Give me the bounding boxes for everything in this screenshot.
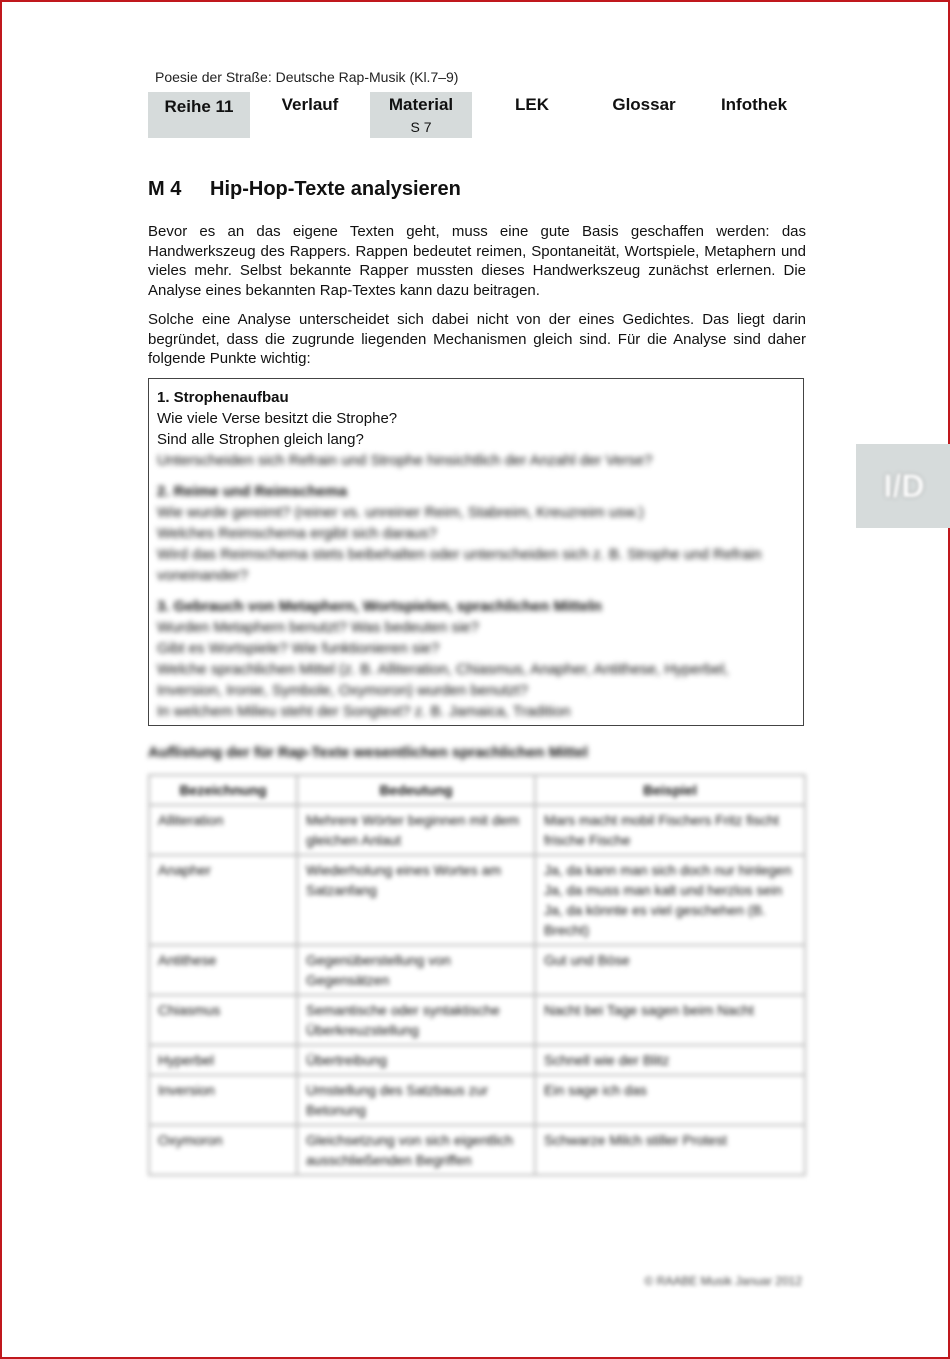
nav-tab-label: Infothek xyxy=(720,95,788,114)
nav-tab-infothek[interactable] xyxy=(702,92,806,138)
question: Sind alle Strophen gleich lang? xyxy=(157,431,364,448)
nav-tab-reihe[interactable] xyxy=(148,92,250,138)
cell-example: Mars macht mobil Fischers Fritz fischt frische Fische xyxy=(535,805,805,855)
cell-example: Nacht bei Tage sagen beim Nacht xyxy=(535,995,805,1045)
nav-tab-material[interactable] xyxy=(370,92,472,138)
series-title: Poesie der Straße: Deutsche Rap-Musik (Kl.7–9) xyxy=(155,69,459,85)
question: Welches Reimschema ergibt sich daraus? xyxy=(157,525,437,542)
cell-example: Gut und Böse xyxy=(535,945,805,995)
cell-term: Antithese xyxy=(149,945,297,995)
analysis-points-box xyxy=(148,378,804,726)
rhetoric-table xyxy=(148,774,806,1176)
nav-tab-page: S 7 xyxy=(410,119,432,135)
question: Wie viele Verse besitzt die Strophe? xyxy=(157,410,398,427)
cell-meaning: Mehrere Wörter beginnen mit dem gleichen Anlaut xyxy=(297,805,535,855)
table-row xyxy=(149,945,805,995)
nav-tab-lek[interactable] xyxy=(480,92,584,138)
table-row xyxy=(149,1075,805,1125)
nav-tab-verlauf[interactable] xyxy=(258,92,362,138)
column-header: Bezeichnung xyxy=(149,775,297,805)
section-heading: 2. Reime und Reimschema xyxy=(157,483,348,500)
nav-tab-label: Verlauf xyxy=(281,95,339,114)
question: Gibt es Wortspiele? Wie funktionieren sie? xyxy=(157,640,440,657)
question: Unterscheiden sich Refrain und Strophe hinsichtlich der Anzahl der Verse? xyxy=(157,452,653,469)
question: In welchem Milieu steht der Songtext? z. B. Jamaica, Tradition xyxy=(157,703,571,720)
section-heading: 3. Gebrauch von Metaphern, Wortspielen, sprachlichen Mitteln xyxy=(157,598,602,615)
title-text: Hip-Hop-Texte analysieren xyxy=(210,178,461,200)
table-row xyxy=(149,1045,805,1075)
analysis-paragraph: Solche eine Analyse unterscheidet sich dabei nicht von der eines Gedichtes. Das liegt darin begründet, dass die zugrunde liegenden Mechanismen gleich sind. Für die Analyse sind daher folgende Punkte wichtig: xyxy=(148,311,806,367)
table-header-row xyxy=(149,775,805,805)
table-row xyxy=(149,995,805,1045)
table-row xyxy=(149,805,805,855)
nav-tab-label: Glossar xyxy=(612,95,676,114)
intro-paragraph: Bevor es an das eigene Texten geht, muss eine gute Basis geschaffen werden: das Handwerkszeug des Rappers. Rappen bedeutet reimen, Spontaneität, Wortspiele, Metaphern und vieles mehr. Selbst bekannte Rapper mussten dieses Handwerkszeug zunächst erlernen. Die Analyse eines bekannten Rap-Textes kann dazu beitragen. xyxy=(148,223,806,299)
cell-term: Inversion xyxy=(149,1075,297,1125)
cell-meaning: Semantische oder syntaktische Überkreuzstellung xyxy=(297,995,535,1045)
nav-tab-label: LEK xyxy=(515,95,549,114)
cell-example: Ein sage ich das xyxy=(535,1075,805,1125)
copyright-footer: © RAABE Musik Januar 2012 xyxy=(644,1274,802,1288)
cell-term: Anapher xyxy=(149,855,297,945)
cell-example: Ja, da kann man sich doch nur hinlegen Ja, da muss man kalt und herzlos sein Ja, da könnte es viel geschehen (B. Brecht) xyxy=(535,855,805,945)
nav-tab-glossar[interactable] xyxy=(592,92,696,138)
question: Wie wurde gereimt? (reiner vs. unreiner Reim, Stabreim, Kreuzreim usw.) xyxy=(157,504,644,521)
nav-tab-label: Material xyxy=(388,95,454,114)
column-header: Beispiel xyxy=(535,775,805,805)
cell-meaning: Wiederholung eines Wortes am Satzanfang xyxy=(297,855,535,945)
nav-tab-label: Reihe 11 xyxy=(164,97,234,116)
side-tab xyxy=(856,444,950,528)
cell-meaning: Gleichsetzung von sich eigentlich ausschließenden Begriffen xyxy=(297,1125,535,1175)
list-heading: Auflistung der für Rap-Texte wesentlichen sprachlichen Mittel xyxy=(148,744,588,761)
section-heading: 1. Strophenaufbau xyxy=(157,389,289,406)
column-header: Bedeutung xyxy=(297,775,535,805)
cell-term: Hyperbel xyxy=(149,1045,297,1075)
cell-term: Oxymoron xyxy=(149,1125,297,1175)
cell-meaning: Umstellung des Satzbaus zur Betonung xyxy=(297,1075,535,1125)
cell-term: Alliteration xyxy=(149,805,297,855)
cell-example: Schnell wie der Blitz xyxy=(535,1045,805,1075)
table-row xyxy=(149,1125,805,1175)
cell-term: Chiasmus xyxy=(149,995,297,1045)
cell-meaning: Gegenüberstellung von Gegensätzen xyxy=(297,945,535,995)
cell-meaning: Übertreibung xyxy=(297,1045,535,1075)
side-tab-label: I/D xyxy=(883,468,925,504)
table-row xyxy=(149,855,805,945)
page-title xyxy=(148,178,461,201)
cell-example: Schwarze Milch stiller Protest xyxy=(535,1125,805,1175)
question: Wurden Metaphern benutzt? Was bedeuten sie? xyxy=(157,619,479,636)
question: Wird das Reimschema stets beibehalten oder unterscheiden sich z. B. Strophe und Refrain voneinander? xyxy=(157,546,762,584)
material-number: M 4 xyxy=(148,178,182,200)
question: Welche sprachlichen Mittel (z. B. Alliteration, Chiasmus, Anapher, Antithese, Hyperbel, Inversion, Ironie, Symbole, Oxymoron) wurden benutzt? xyxy=(157,661,729,699)
